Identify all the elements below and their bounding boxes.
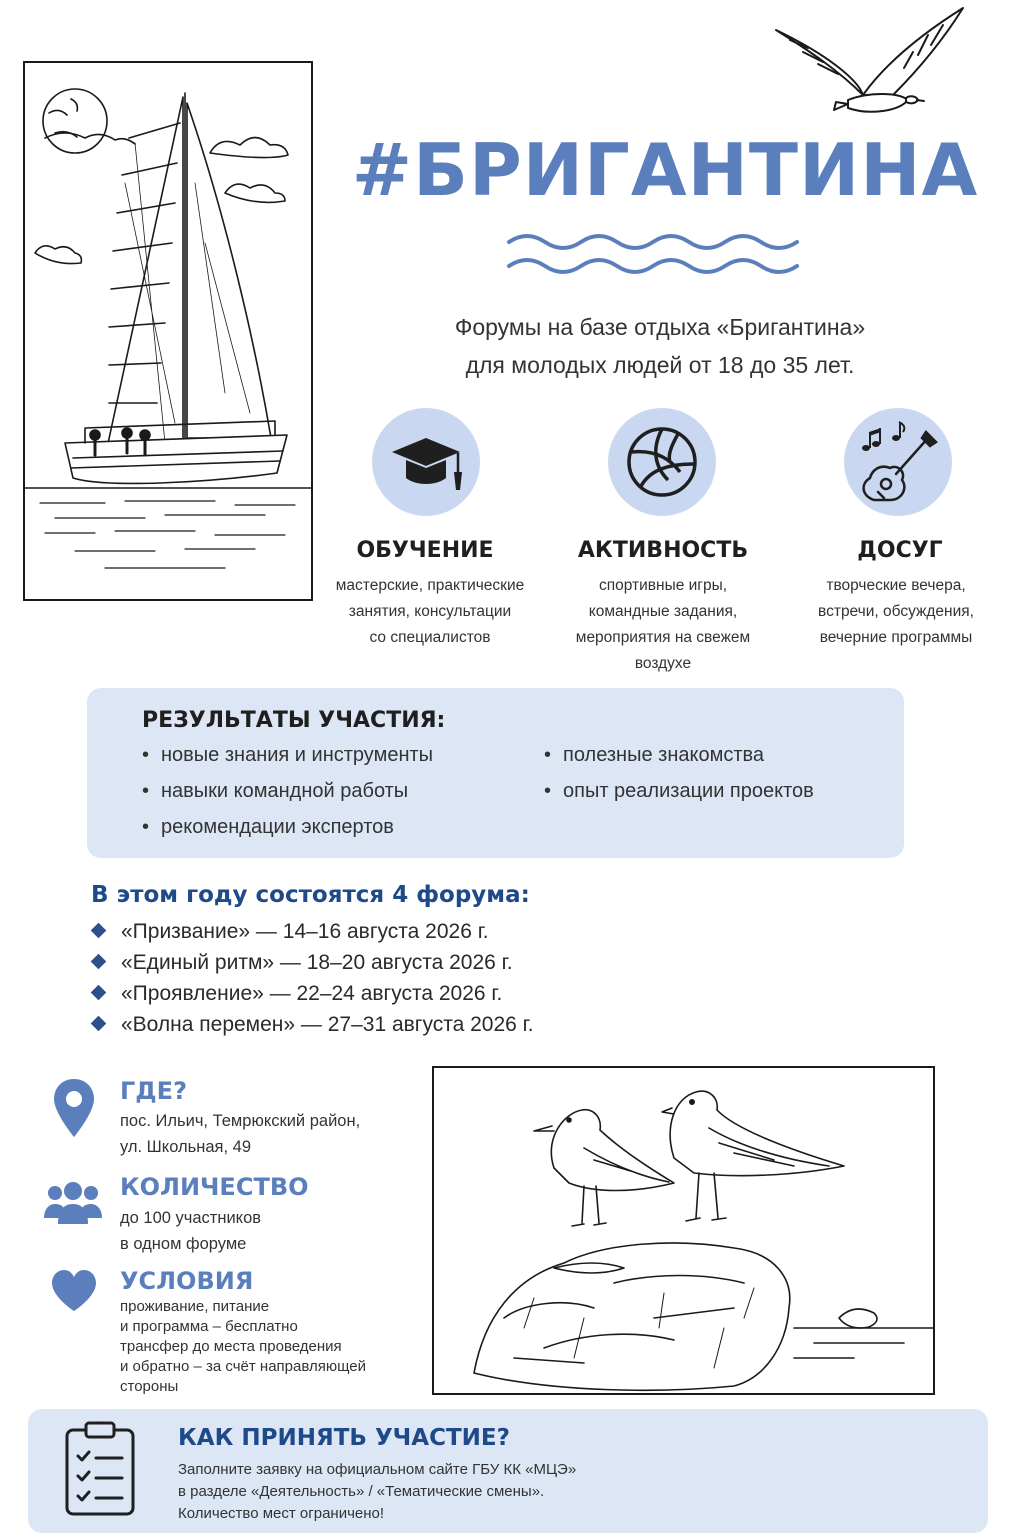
diamond-bullet-icon bbox=[91, 985, 107, 1001]
results-right-list bbox=[544, 744, 814, 816]
how-to-line: в разделе «Деятельность» / «Тематические смены». bbox=[178, 1483, 545, 1500]
guitar-icon bbox=[844, 408, 952, 516]
count-line: до 100 участников bbox=[120, 1209, 262, 1227]
heart-icon bbox=[50, 1269, 98, 1313]
volleyball-icon bbox=[608, 408, 716, 516]
list-item bbox=[93, 1013, 534, 1044]
list-item bbox=[93, 982, 534, 1013]
conditions-line: и программа – бесплатно bbox=[120, 1318, 298, 1335]
seagulls-on-rocks-illustration bbox=[432, 1066, 935, 1395]
conditions-line: проживание, питание bbox=[120, 1298, 270, 1315]
count-line: в одном форуме bbox=[120, 1235, 247, 1253]
list-item bbox=[93, 951, 534, 982]
forum-text: «Призвание» — 14–16 августа 2026 г. bbox=[121, 920, 489, 943]
subtitle-line-2: для молодых людей от 18 до 35 лет. bbox=[465, 352, 855, 378]
where-heading: ГДЕ? bbox=[120, 1077, 187, 1105]
forums-heading: В этом году состоятся 4 форума: bbox=[91, 882, 530, 908]
desc-line: занятия, консультации bbox=[348, 603, 512, 620]
category-desc-learning bbox=[310, 573, 550, 651]
sailboat-illustration bbox=[23, 61, 313, 601]
diamond-bullet-icon bbox=[91, 954, 107, 970]
desc-line: вечерние программы bbox=[819, 629, 973, 646]
how-to-text bbox=[178, 1459, 576, 1525]
how-to-line: Заполните заявку на официальном сайте ГБУ КК «МЦЭ» bbox=[178, 1461, 577, 1478]
diamond-bullet-icon bbox=[91, 923, 107, 939]
where-address bbox=[120, 1108, 360, 1160]
subtitle-line-1: Форумы на базе отдыха «Бригантина» bbox=[454, 314, 866, 340]
list-item: • новые знания и инструменты bbox=[142, 744, 433, 780]
diamond-bullet-icon bbox=[91, 1016, 107, 1032]
list-item: • опыт реализации проектов bbox=[544, 780, 814, 816]
desc-line: воздухе bbox=[634, 655, 692, 672]
clipboard-checklist-icon bbox=[64, 1420, 136, 1516]
desc-line: со специалистов bbox=[369, 629, 491, 646]
poster-title: #БРИГАНТИНА bbox=[351, 128, 979, 212]
category-title-activity: АКТИВНОСТЬ bbox=[577, 538, 749, 563]
category-title-learning: ОБУЧЕНИЕ bbox=[356, 538, 494, 563]
category-title-leisure: ДОСУГ bbox=[857, 538, 943, 563]
location-pin-icon bbox=[52, 1077, 96, 1139]
forum-text: «Волна перемен» — 27–31 августа 2026 г. bbox=[121, 1013, 534, 1036]
count-heading: КОЛИЧЕСТВО bbox=[120, 1173, 309, 1201]
forum-text: «Единый ритм» — 18–20 августа 2026 г. bbox=[121, 951, 513, 974]
wave-decoration bbox=[505, 228, 807, 278]
category-desc-leisure bbox=[776, 573, 1016, 651]
list-item: • рекомендации экспертов bbox=[142, 816, 433, 852]
address-line: ул. Школьная, 49 bbox=[120, 1138, 251, 1156]
subtitle bbox=[330, 308, 990, 384]
conditions-text bbox=[120, 1297, 366, 1397]
list-item: • навыки командной работы bbox=[142, 780, 433, 816]
conditions-heading: УСЛОВИЯ bbox=[120, 1267, 254, 1295]
how-to-participate-panel bbox=[28, 1409, 988, 1533]
flying-seagull-illustration bbox=[768, 0, 978, 125]
conditions-line: трансфер до места проведения bbox=[120, 1338, 342, 1355]
address-line: пос. Ильич, Темрюкский район, bbox=[120, 1112, 361, 1130]
conditions-line: и обратно – за счёт направляющей bbox=[120, 1358, 366, 1375]
list-item: • полезные знакомства bbox=[544, 744, 814, 780]
how-to-heading: КАК ПРИНЯТЬ УЧАСТИЕ? bbox=[178, 1425, 510, 1451]
count-text bbox=[120, 1205, 261, 1257]
graduation-cap-icon bbox=[372, 408, 480, 516]
how-to-line: Количество мест ограничено! bbox=[178, 1505, 385, 1522]
desc-line: встречи, обсуждения, bbox=[818, 603, 974, 620]
results-left-list bbox=[142, 744, 433, 852]
conditions-line: стороны bbox=[120, 1378, 179, 1395]
list-item bbox=[93, 920, 534, 951]
forums-list bbox=[93, 920, 534, 1044]
people-group-icon bbox=[42, 1180, 104, 1226]
category-desc-activity bbox=[543, 573, 783, 677]
forum-text: «Проявление» — 22–24 августа 2026 г. bbox=[121, 982, 503, 1005]
desc-line: мастерские, практические bbox=[335, 577, 525, 594]
results-panel bbox=[87, 688, 904, 858]
desc-line: творческие вечера, bbox=[826, 577, 966, 594]
desc-line: мероприятия на свежем bbox=[575, 629, 751, 646]
results-heading: РЕЗУЛЬТАТЫ УЧАСТИЯ: bbox=[142, 708, 446, 733]
desc-line: командные задания, bbox=[588, 603, 738, 620]
desc-line: спортивные игры, bbox=[598, 577, 728, 594]
